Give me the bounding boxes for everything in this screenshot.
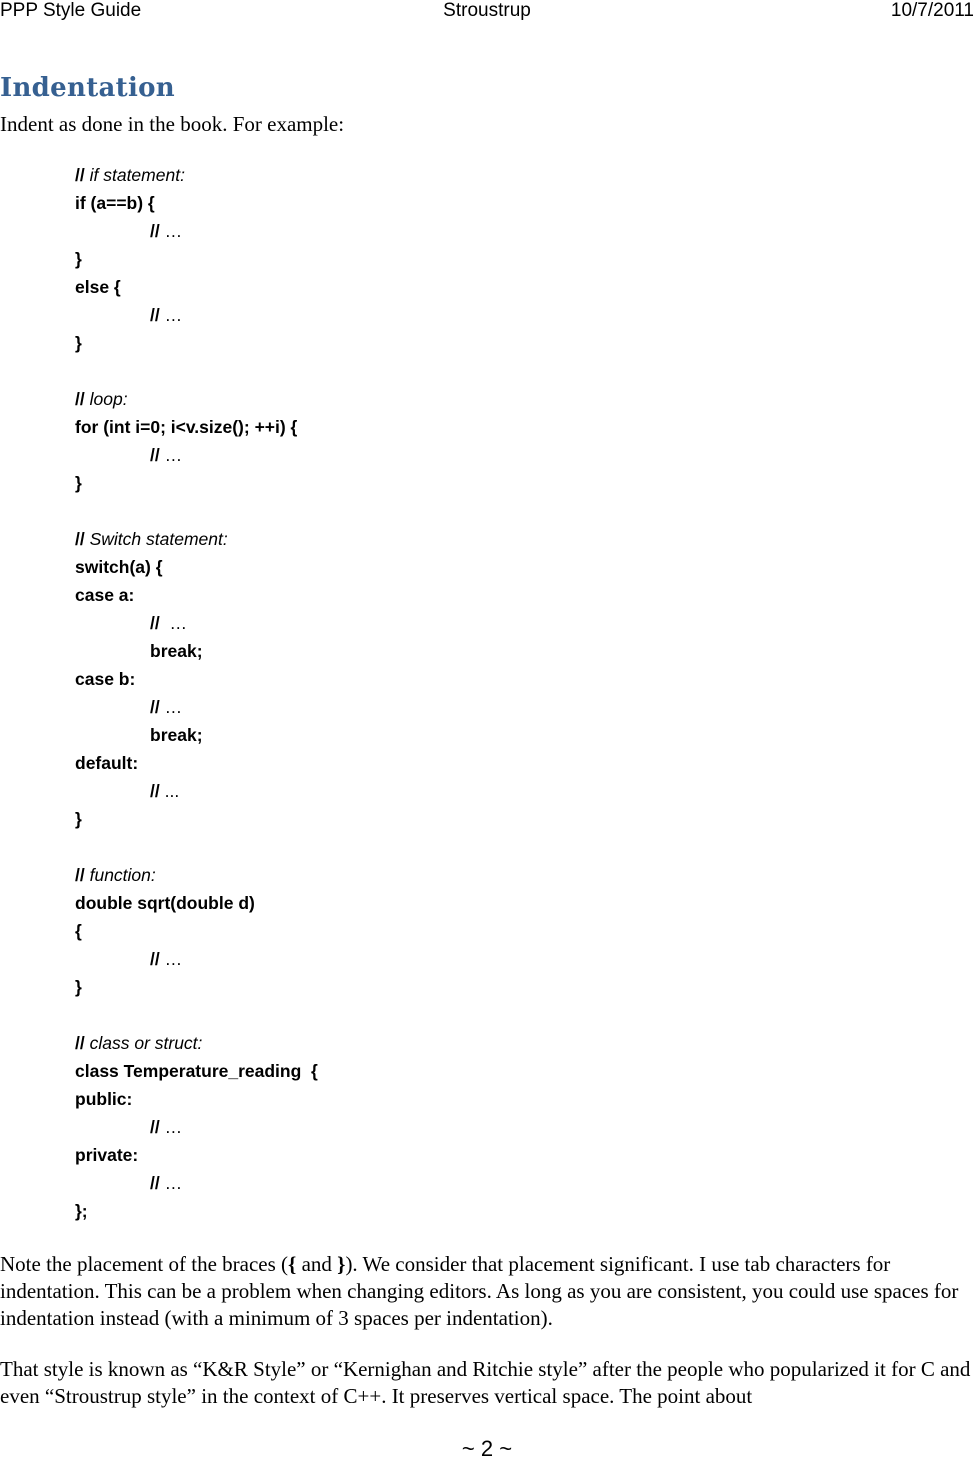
comment-mark: // xyxy=(150,613,160,633)
code-line: } xyxy=(75,809,82,829)
header-date: 10/7/2011 xyxy=(890,0,974,21)
comment-mark: // xyxy=(150,445,160,465)
page-header xyxy=(0,0,974,24)
paragraph-text: Note the placement of the braces ( xyxy=(0,1252,289,1276)
blank-line xyxy=(75,1001,318,1029)
comment-mark: // xyxy=(150,949,160,969)
header-doc-title: PPP Style Guide xyxy=(0,0,142,21)
code-line xyxy=(75,161,318,189)
code-line xyxy=(75,945,318,973)
code-comment: loop: xyxy=(89,389,128,409)
code-line: case b: xyxy=(75,669,136,689)
section-heading: Indentation xyxy=(0,73,175,103)
code-ellipsis: … xyxy=(164,305,183,325)
code-line: } xyxy=(75,473,82,493)
code-ellipsis: … xyxy=(164,1117,183,1137)
comment-mark: // xyxy=(75,165,85,185)
page-number: ~ 2 ~ xyxy=(461,1436,513,1461)
header-author: Stroustrup xyxy=(443,0,531,21)
code-line xyxy=(75,525,318,553)
code-line xyxy=(75,385,318,413)
blank-line xyxy=(75,833,318,861)
paragraph-text: and xyxy=(296,1252,338,1276)
code-line xyxy=(75,301,318,329)
code-line xyxy=(75,1169,318,1197)
intro-text: Indent as done in the book. For example: xyxy=(0,112,345,136)
style-paragraph: That style is known as “K&R Style” or “Kernighan and Ritchie style” after the people who popularized it for C and even “Stroustrup style” in the context of C++. It preserves vertical space. The point about xyxy=(0,1357,971,1408)
code-comment: if statement: xyxy=(89,165,185,185)
code-ellipsis: … xyxy=(164,697,183,717)
code-ellipsis: … xyxy=(164,221,183,241)
code-comment: function: xyxy=(89,865,156,885)
code-line xyxy=(75,1029,318,1057)
comment-mark: // xyxy=(75,865,85,885)
open-brace-symbol: { xyxy=(288,1252,297,1276)
comment-mark: // xyxy=(75,1033,85,1053)
code-line: default: xyxy=(75,753,139,773)
comment-mark: // xyxy=(150,305,160,325)
code-line: case a: xyxy=(75,585,135,605)
code-comment: Switch statement: xyxy=(89,529,228,549)
code-example xyxy=(75,161,318,1225)
code-line xyxy=(75,609,318,637)
code-line: class Temperature_reading { xyxy=(75,1061,318,1081)
code-ellipsis: ... xyxy=(164,781,180,801)
code-line xyxy=(75,441,318,469)
comment-mark: // xyxy=(150,1117,160,1137)
code-line: switch(a) { xyxy=(75,557,163,577)
code-line xyxy=(75,777,318,805)
code-line xyxy=(75,1113,318,1141)
code-ellipsis: … xyxy=(164,445,183,465)
code-line: if (a==b) { xyxy=(75,193,155,213)
braces-paragraph xyxy=(0,1251,974,1332)
code-ellipsis: … xyxy=(169,613,187,633)
comment-mark: // xyxy=(150,1173,160,1193)
code-line: }; xyxy=(75,1201,88,1221)
code-line: { xyxy=(75,921,82,941)
code-line: } xyxy=(75,249,82,269)
close-brace-symbol: } xyxy=(337,1252,346,1276)
comment-mark: // xyxy=(75,389,85,409)
code-line: } xyxy=(75,977,82,997)
code-line: double sqrt(double d) xyxy=(75,893,255,913)
code-line: public: xyxy=(75,1089,133,1109)
code-line xyxy=(75,217,318,245)
code-line: break; xyxy=(150,641,203,661)
comment-mark: // xyxy=(75,529,85,549)
paragraph-text: ). We consider that placement significant. I use tab characters for indentation. This can be a problem when changing editors. As long as you are consistent, you could use spaces for indentation instead (with a minimum of 3 spaces per indentation). xyxy=(0,1252,959,1330)
blank-line xyxy=(75,497,318,525)
code-line: private: xyxy=(75,1145,139,1165)
code-ellipsis: … xyxy=(164,949,183,969)
comment-mark: // xyxy=(150,781,160,801)
comment-mark: // xyxy=(150,697,160,717)
code-line: else { xyxy=(75,277,121,297)
blank-line xyxy=(75,357,318,385)
comment-mark: // xyxy=(150,221,160,241)
code-line xyxy=(75,693,318,721)
code-ellipsis: … xyxy=(164,1173,183,1193)
code-line xyxy=(75,861,318,889)
code-line: for (int i=0; i<v.size(); ++i) { xyxy=(75,417,298,437)
code-line: } xyxy=(75,333,82,353)
code-line: break; xyxy=(150,725,203,745)
code-comment: class or struct: xyxy=(89,1033,203,1053)
